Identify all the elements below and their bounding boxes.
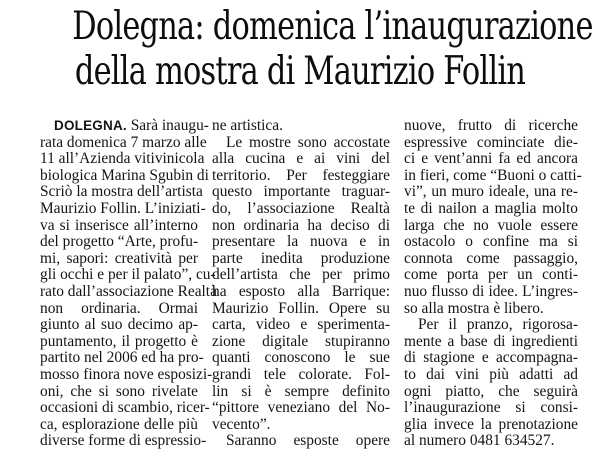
article-column-1 xyxy=(40,117,217,450)
article-line: giunto al suo decimo ap- xyxy=(40,316,198,334)
article-line: zione digitale stupiranno xyxy=(212,332,390,350)
article-line: vecento”. xyxy=(212,415,271,433)
line-text: Sarà inaugu- xyxy=(126,117,209,134)
article-headline xyxy=(72,4,593,94)
article-line: “pittore veneziano del No- xyxy=(212,399,390,417)
article-line: larga che no vuole essere xyxy=(404,216,578,234)
article-line: diverse forme di espressio- xyxy=(40,432,207,450)
article-line: parte inedita produzione xyxy=(212,249,390,267)
dateline: DOLEGNA. xyxy=(54,118,127,133)
article-line: do, l’associazione Realtà xyxy=(212,199,390,217)
article-line: nuove, frutto di ricerche xyxy=(404,117,578,134)
article-line: puntamento, il progetto è xyxy=(40,332,198,350)
article-line: non ordinaria. Ormai xyxy=(40,299,198,317)
article-line: dell’artista che per primo xyxy=(212,266,390,284)
article-line: carta, video e sperimenta- xyxy=(212,316,390,334)
article-line: oni, che si sono rivelate xyxy=(40,382,198,400)
article-line xyxy=(40,117,209,135)
article-line: espressive cominciate die- xyxy=(404,133,578,151)
article-line: in fieri, come “Buoni o catti- xyxy=(404,166,582,184)
article-line: ogni piatto, che seguirà xyxy=(404,382,578,400)
headline-line: della mostra di Maurizio Follin xyxy=(74,49,526,94)
article-line: alla cucina e ai vini del xyxy=(212,150,390,168)
article-line: non ordinaria ha deciso di xyxy=(212,216,390,234)
article-line: del progetto “Arte, profu- xyxy=(40,233,199,251)
article-line: quanti conoscono le sue xyxy=(212,349,390,367)
article-line: nuo flusso di idee. L’ingres- xyxy=(404,282,578,300)
article-line: glia invece la prenotazione xyxy=(404,415,578,433)
article-line: 11 all’Azienda vitivinicola xyxy=(40,150,205,168)
article-line: mi, sapori: creatività per xyxy=(40,249,198,267)
article-line: al numero 0481 634527. xyxy=(404,432,555,450)
article-line: to dai vini più adatti ad xyxy=(404,365,578,383)
headline-line: Dolegna: domenica l’inaugurazione xyxy=(72,4,593,49)
article-line: mente a base di ingredienti xyxy=(404,332,578,350)
article-line: presentare la nuova e in xyxy=(212,233,390,251)
article-line: occasioni di scambio, ricer- xyxy=(40,399,210,417)
article-line: come porta per un conti- xyxy=(404,266,578,284)
article-line: rato dall’associazione Realtà xyxy=(40,282,217,300)
article-line: ci e vent’anni fa ed ancora xyxy=(404,150,578,168)
article-column-2 xyxy=(212,118,390,450)
article-line: ca, esplorazione delle più xyxy=(40,415,198,433)
article-line: ostacolo o confine ma si xyxy=(404,233,578,251)
article-line: l’inaugurazione si consi- xyxy=(404,399,578,417)
article-line: territorio. Per festeggiare xyxy=(212,166,390,184)
article-line: Maurizio Follin. L’iniziati- xyxy=(40,199,206,217)
article-line: connota come passaggio, xyxy=(404,249,578,267)
article-line: rata domenica 7 marzo alle xyxy=(40,133,207,151)
article-line: grandi tele colorate. Fol- xyxy=(212,365,390,383)
article-line: va si inserisce all’interno xyxy=(40,216,198,234)
article-line: vi”, un muro ideale, una re- xyxy=(404,183,578,201)
article-line: Saranno esposte opere xyxy=(226,432,390,450)
article-line: te di nailon a maglia molto xyxy=(404,199,578,217)
article-line: Le mostre sono accostate xyxy=(226,133,390,151)
article-line: Scriò la mostra dell’artista xyxy=(40,183,203,201)
article-line: lin si è sempre definito xyxy=(212,382,390,400)
article-line: so alla mostra è libero. xyxy=(404,299,544,317)
article-line: questo importante traguar- xyxy=(212,183,390,201)
article-line: gli occhi e per il palato”, cu- xyxy=(40,266,216,284)
article-line: ha esposto alla Barrique: xyxy=(212,282,390,300)
article-line: di stagione e accompagna- xyxy=(404,349,578,367)
article-line: mosso finora nove esposizi- xyxy=(40,365,213,383)
article-line: partito nel 2006 ed ha pro- xyxy=(40,349,204,367)
article-line: ne artistica. xyxy=(212,117,283,134)
article-line: Maurizio Follin. Opere su xyxy=(212,299,390,317)
article-line: biologica Marina Sgubin di xyxy=(40,166,209,184)
article-column-3 xyxy=(404,117,582,450)
article-line: Per il pranzo, rigorosa- xyxy=(418,316,578,334)
